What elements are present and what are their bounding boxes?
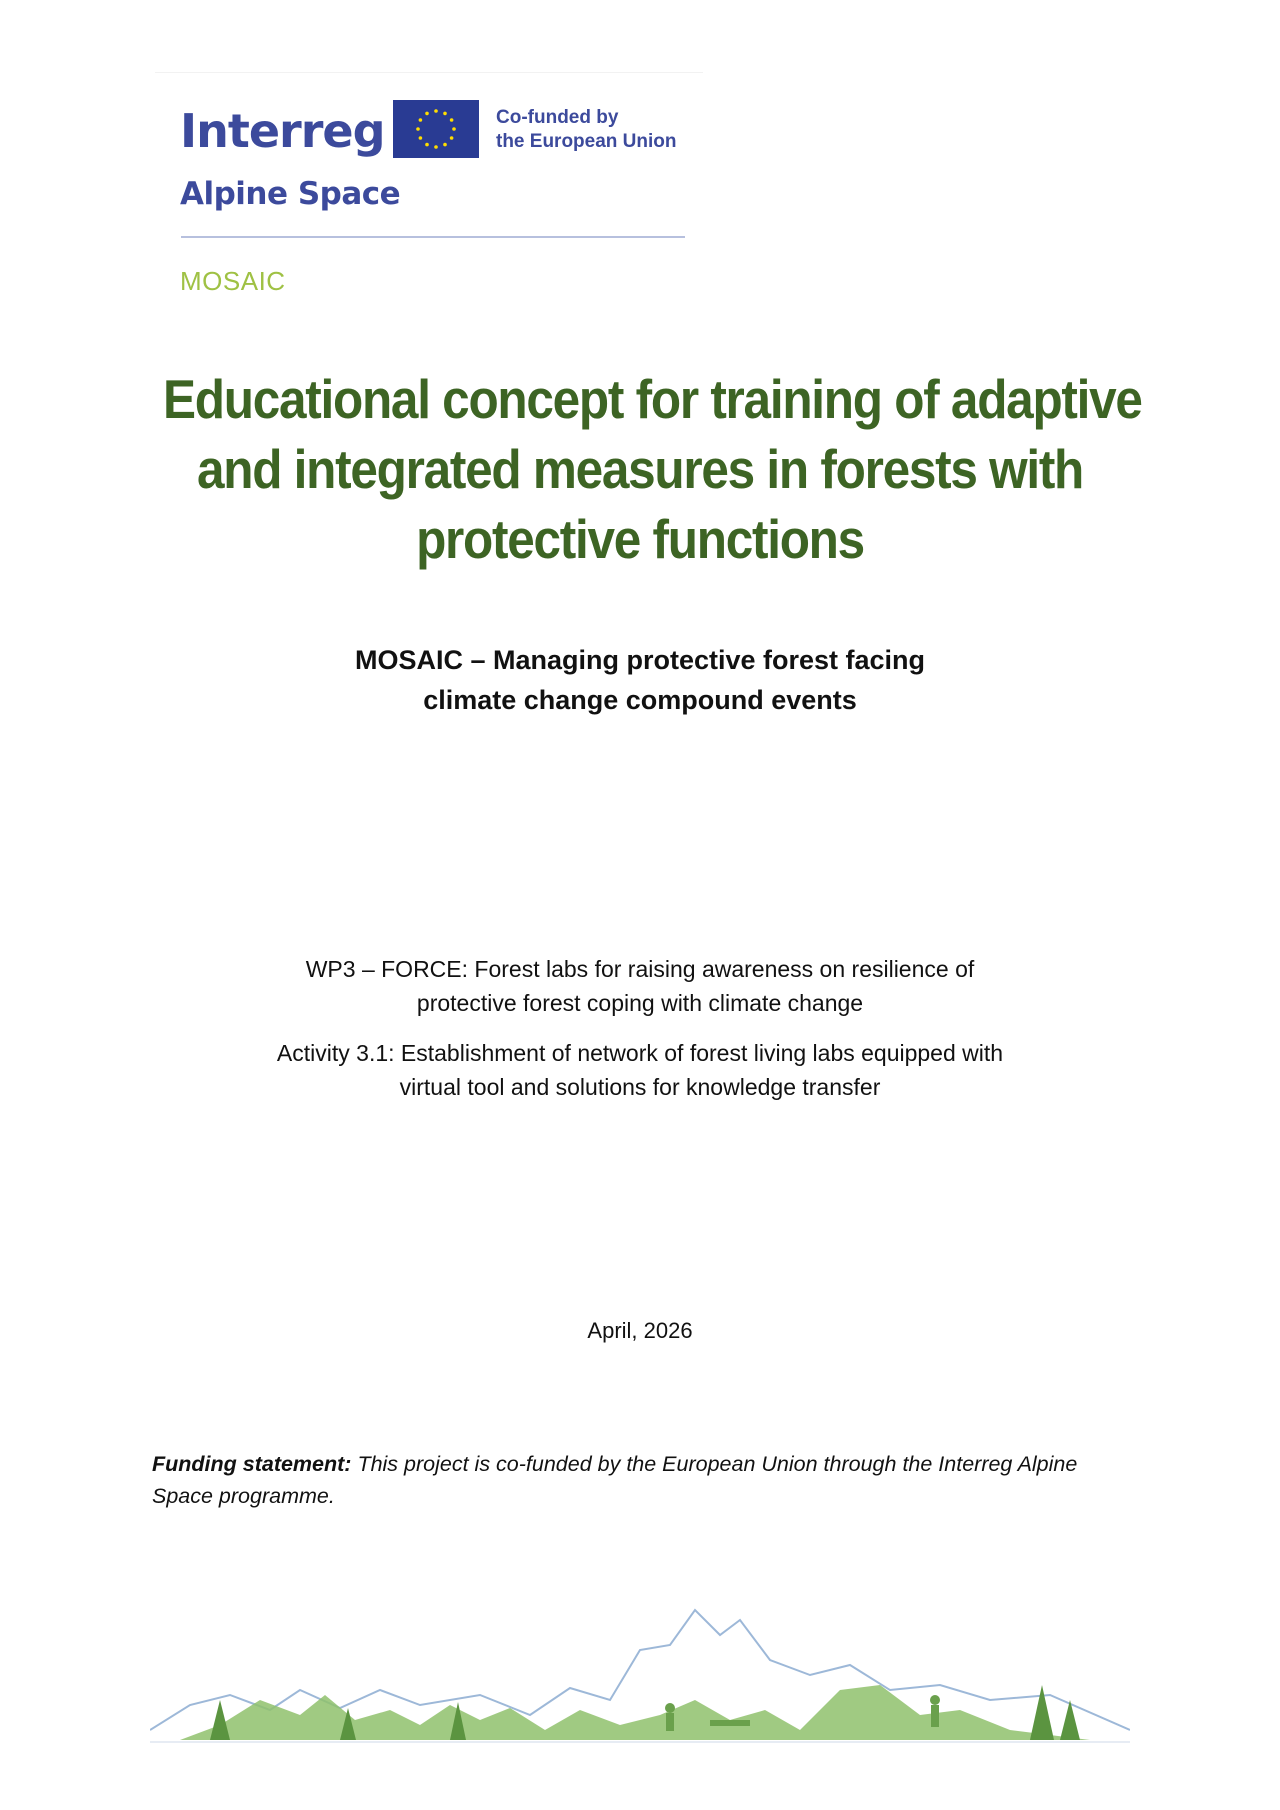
document-subtitle: [140, 640, 1140, 720]
title-line-3: protective functions: [416, 508, 864, 570]
cofunded-line-1: Co-funded by: [496, 107, 619, 128]
project-label: MOSAIC: [180, 266, 286, 296]
mountain-outline: [150, 1610, 1130, 1730]
cofunded-line-2: the European Union: [496, 131, 677, 152]
funding-text: This project is co-funded by the European Union through the Interreg Alpine: [351, 1452, 1078, 1476]
eu-star-icon: [450, 136, 454, 140]
eu-star-icon: [416, 127, 420, 131]
title-line-1: Educational concept for training of adaptive: [163, 368, 1142, 430]
green-hills: [180, 1685, 1090, 1740]
eu-star-icon: [434, 109, 438, 113]
eu-star-icon: [419, 118, 423, 122]
eu-star-icon: [450, 118, 454, 122]
logo-divider: [181, 236, 685, 238]
logo-top-divider: [155, 72, 703, 73]
alpine-space-logo-text: Alpine Space: [180, 176, 401, 212]
eu-star-icon: [443, 112, 447, 116]
subtitle-line-2: climate change compound events: [423, 685, 857, 715]
eu-star-icon: [425, 112, 429, 116]
document-date: April, 2026: [587, 1318, 693, 1343]
work-package: [140, 952, 1140, 1020]
eu-star-icon: [443, 143, 447, 147]
eu-star-icon: [425, 143, 429, 147]
work-package-line-1: WP3 – FORCE: Forest labs for raising awareness on resilience of: [305, 956, 975, 982]
subtitle-line-1: MOSAIC – Managing protective forest facing: [354, 645, 926, 675]
work-package-line-2: protective forest coping with climate change: [416, 990, 864, 1016]
landscape-illustration: [150, 1590, 1130, 1750]
eu-star-icon: [452, 127, 456, 131]
funding-statement: [152, 1448, 1112, 1512]
funding-label: Funding statement:: [152, 1452, 352, 1476]
interreg-logo-text: Interreg: [180, 104, 385, 158]
eu-flag-icon: [393, 100, 479, 158]
activity-line-1: Activity 3.1: Establishment of network of forest living labs equipped with: [276, 1040, 1004, 1066]
eu-star-icon: [434, 145, 438, 149]
eu-star-icon: [419, 136, 423, 140]
title-line-2: and integrated measures in forests with: [196, 438, 1084, 500]
logo-block: [155, 68, 715, 318]
activity-line-2: virtual tool and solutions for knowledge transfer: [399, 1074, 881, 1100]
cofunded-label: [496, 106, 677, 154]
funding-text-line-2: Space programme.: [152, 1484, 335, 1508]
document-title: [163, 364, 1142, 574]
activity: [140, 1036, 1140, 1104]
